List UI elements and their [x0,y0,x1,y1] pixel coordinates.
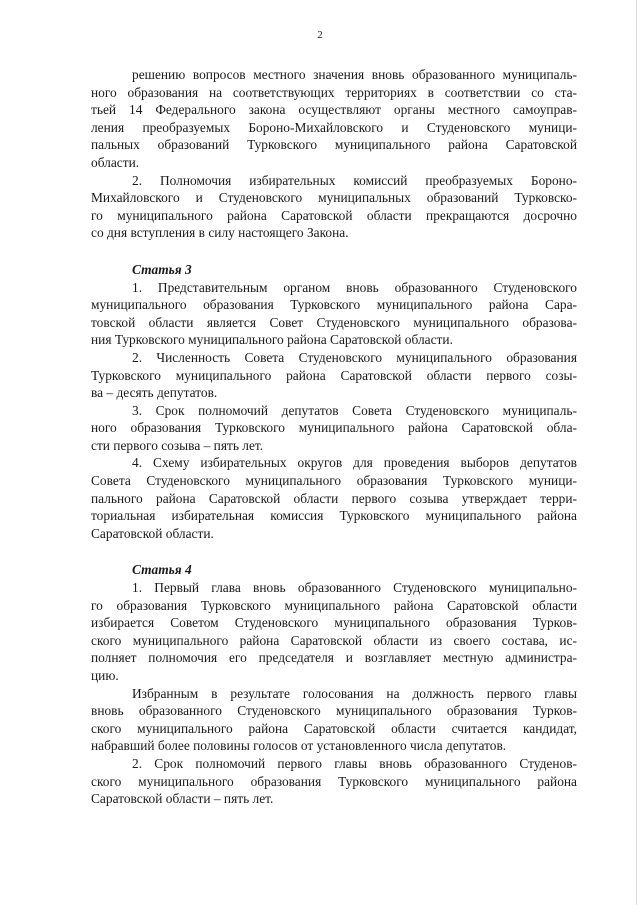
text-line: 4. Схему избирательных округов для проведения выборов депутатов [132,455,577,471]
text-line: ного образования на соответствующих территориях в соответствии со ста- [91,84,577,100]
article3-item1 [91,279,577,349]
text-line: цию. [91,668,119,683]
text-line: 1. Первый глава вновь образованного Студеновского муниципально- [132,580,577,596]
text-line: тьей 14 Федерального закона осуществляют органы местного самоуправ- [91,102,577,118]
document-body [91,66,577,808]
text-line: го образования Турковского муниципального района Саратовской области [91,597,577,613]
article3-item2 [91,349,577,402]
text-line: 3. Срок полномочий депутатов Совета Студеновского муниципаль- [132,402,577,418]
text-line: Саратовской области – пять лет. [91,791,274,807]
paragraph-intro [91,66,577,172]
text-line: Михайловского и Студеновского муниципальных образований Турковско- [91,190,577,206]
text-line: Саратовской области. [91,525,214,541]
text-line: со дня вступления в силу настоящего Закона. [91,225,349,241]
article3-item3 [91,402,577,455]
article4-item2 [91,755,577,808]
text-line: набравший более половины голосов от установленного числа депутатов. [91,738,507,754]
text-line: области. [91,154,140,170]
article4-item1 [91,579,577,685]
text-line: решению вопросов местного значения вновь образованного муниципаль- [132,67,577,82]
text-line: го муниципального района Саратовской области прекращаются досрочно [91,207,577,223]
text-line: пальных образований Турковского муниципального района Саратовской [91,137,577,153]
article4-heading: Статья 4 [132,562,192,578]
text-line: товской области является Совет Студеновского муниципального образова- [91,314,577,330]
article3-heading: Статья 3 [132,261,192,277]
article3-item4 [91,454,577,542]
text-line: Избранным в результате голосования на должность первого главы [132,685,577,701]
text-line: ления преобразуемых Бороно-Михайловского и Студеновского муници- [91,119,577,135]
text-line: полняет полномочия его председателя и возглавляет местную администра- [91,650,577,666]
text-line: ния Турковского муниципального района Саратовской области. [91,332,453,348]
text-line: ного образования Турковского муниципального района Саратовской обла- [91,420,577,436]
text-line: Совета Студеновского муниципального образования Турковского муници- [91,473,577,489]
text-line: ториальная избирательная комиссия Турковского муниципального района [91,508,577,524]
text-line: 2. Полномочия избирательных комиссий преобразуемых Бороно- [132,172,577,188]
text-line: 2. Численность Совета Студеновского муниципального образования [132,349,577,365]
text-line: вновь образованного Студеновского муниципального образования Турков- [91,703,577,719]
text-line: ва – десять депутатов. [91,385,218,401]
text-line: Турковского муниципального района Саратовской области первого созы- [91,367,577,383]
text-line: ского муниципального района Саратовской области считается кандидат, [91,720,577,736]
text-line: сти первого созыва – пять лет. [91,437,264,453]
text-line: пального района Саратовской области первого созыва утверждает терри- [91,490,577,506]
text-line: муниципального образования Турковского муниципального района Сара- [91,297,577,313]
article4-item1-continued [91,685,577,755]
text-line: избирается Советом Студеновского муниципального образования Турков- [91,615,577,631]
text-line: ского муниципального образования Турковского муниципального района [91,773,577,789]
text-line: 2. Срок полномочий первого главы вновь образованного Студенов- [132,755,577,771]
scan-edge-line [636,0,637,905]
text-line: 1. Представительным органом вновь образованного Студеновского [132,279,577,295]
page-number: 2 [317,29,323,41]
text-line: ского муниципального района Саратовской области из своего состава, ис- [91,632,577,648]
paragraph-article2-item2 [91,172,577,242]
